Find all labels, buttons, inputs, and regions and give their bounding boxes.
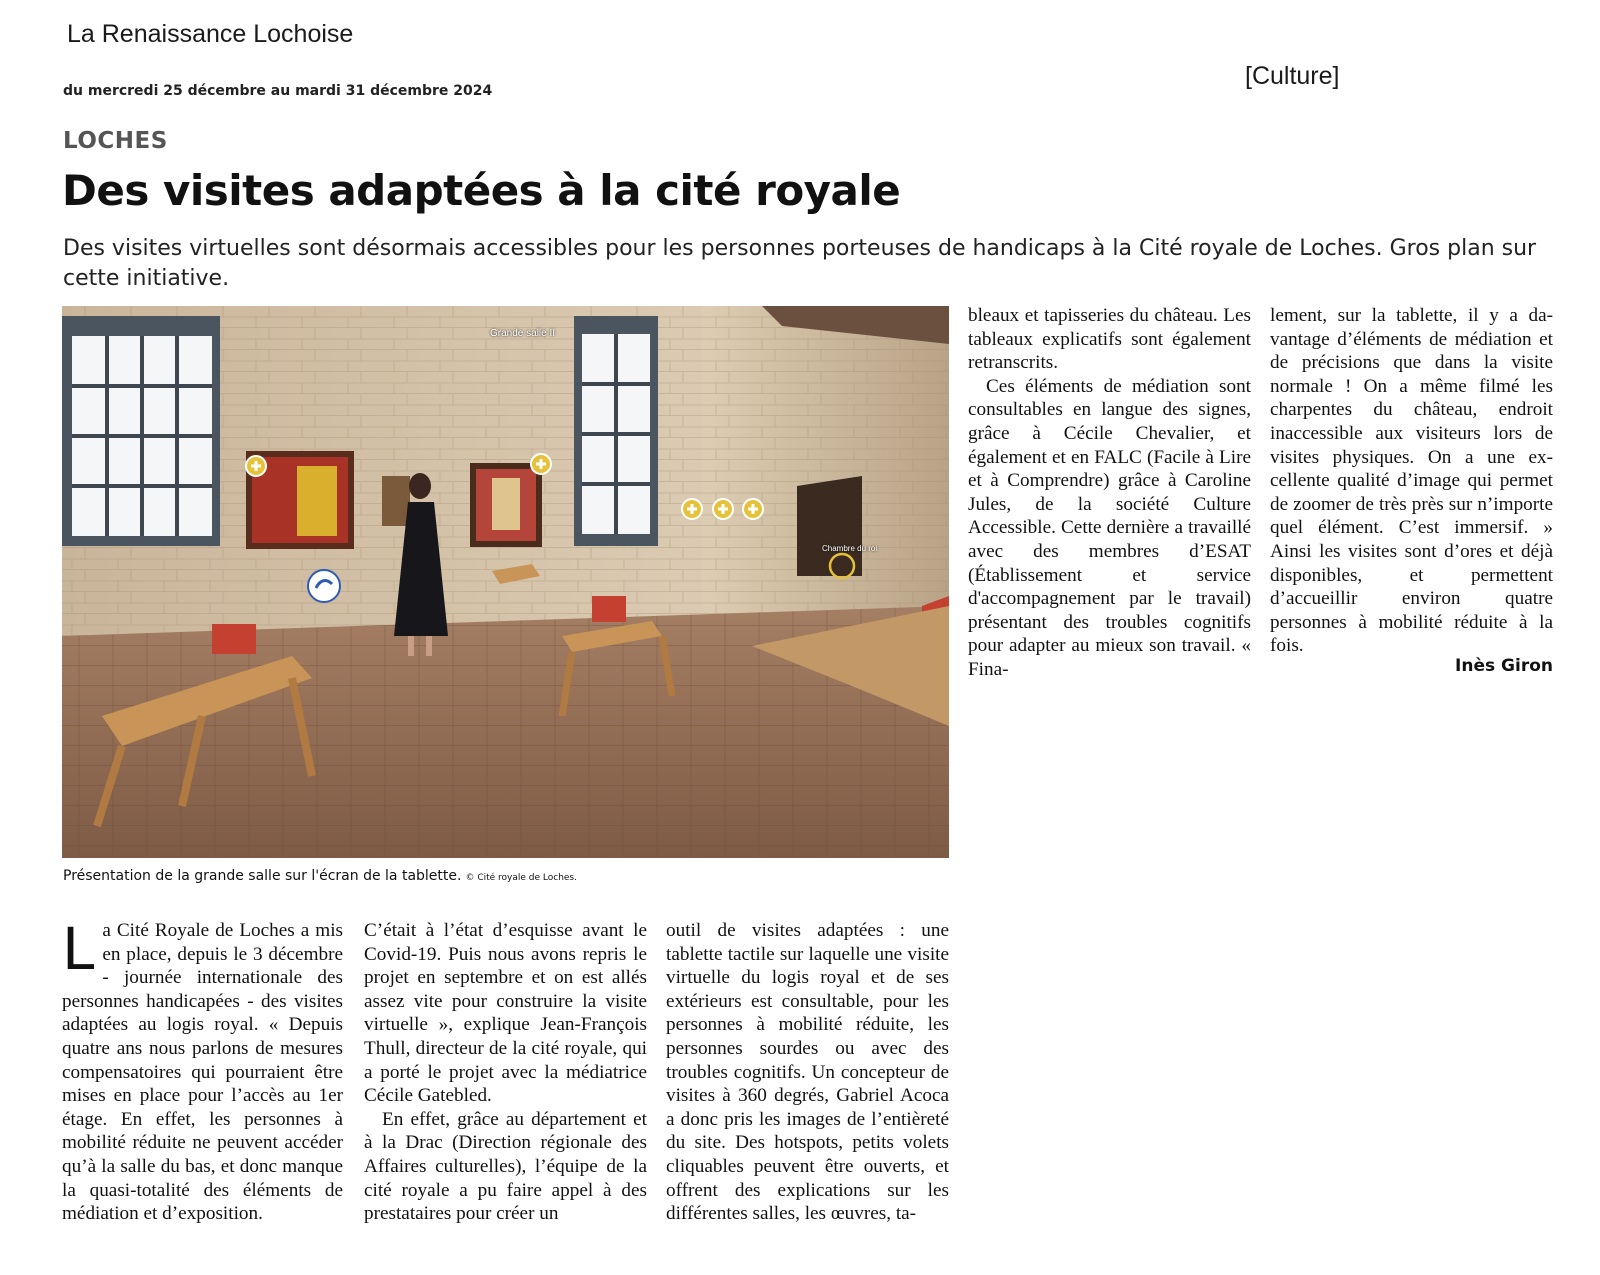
article-photo bbox=[62, 306, 949, 858]
photo-caption-text: Présentation de la grande salle sur l'écran de la tablette. bbox=[63, 868, 462, 884]
article-kicker: LOCHES bbox=[63, 128, 168, 154]
column-1-paragraph: a Cité Royale de Loches a mis en place, depuis le 3 décembre - journée internationale des personnes handicapées - des visites adaptées au logis royal. « Depuis quatre ans nous parlons de mesures compensatoires qui pourraient être mises en place pour l’accès au 1er étage. En effet, les personnes à mobilité réduite ne peuvent accéder qu’à la salle du bas, et donc manque la quasi-totalité des éléments de médiation et d’exposition. bbox=[62, 920, 343, 1225]
drop-cap: L bbox=[62, 915, 95, 983]
photo-caption bbox=[63, 868, 577, 884]
article-standfirst: Des visites virtuelles sont désormais accessibles pour les personnes porteuses de handicaps à la Cité royale de Loches. Gros plan sur cette initiative. bbox=[63, 236, 1537, 291]
photo-room-label: Grande salle II bbox=[490, 328, 556, 339]
column-2-paragraph-1: C’était à l’état d’esquisse avant le Covid-19. Puis nous avons repris le projet en septembre et on est allés assez vite pour construire la visite virtuelle », explique Jean-François Thull, directeur de la cité royale, qui a porté le projet avec la médiatrice Cécile Gatebled. bbox=[364, 920, 647, 1107]
article-column-1 bbox=[62, 915, 343, 1226]
column-2-paragraph-2: En effet, grâce au département et à la Drac (Direction régionale des Affaires culturelles), l’équipe de la cité royale a pu faire appel à des prestataires pour créer un bbox=[364, 1108, 647, 1225]
article-author: Inès Giron bbox=[1455, 656, 1553, 676]
column-4-paragraph-1: bleaux et tapisseries du château. Les tableaux explicatifs sont également retranscrits. bbox=[968, 305, 1251, 374]
article-headline: Des visites adaptées à la cité royale bbox=[62, 166, 901, 215]
column-4-paragraph-2: Ces éléments de médiation sont consultables en langue des signes, grâce à Cécile Chevalier, et également et en FALC (Facile à Lire et à Comprendre) grâce à Caroline Jules, de la société Culture Accessible. Cette dernière a travaillé avec des membres d’ESAT (Établissement et service d'accompagnement par le travail) présentant des troubles cognitifs pour adapter au mieux son travail. « Fina- bbox=[968, 375, 1251, 680]
article-column-5 bbox=[1270, 304, 1553, 658]
column-5-paragraph: lement, sur la tablette, il y a davantage d’éléments de médiation et de précisions que dans la visite normale ! On a même filmé les charpentes du château, endroit inaccessible aux visiteurs lors de visites physiques. On a une excellente qualité d’image qui permet de zoomer de très près sur n’importe quel élément. C’est immersif. » Ainsi les visites sont d’ores et déjà disponibles, et permettent d’accueillir environ quatre personnes à mobilité réduite à la fois. bbox=[1270, 305, 1553, 657]
castle-hall-photo bbox=[62, 306, 949, 858]
article-column-4 bbox=[968, 304, 1251, 682]
article-column-3 bbox=[666, 919, 949, 1226]
photo-hotspot-label: Chambre du roi bbox=[822, 544, 878, 553]
column-3-paragraph: outil de visites adaptées : une tablette tactile sur laquelle une visite virtuelle du logis royal et de ses extérieurs est consultable, pour les personnes à mobilité réduite, les personnes sourdes ou avec des troubles cognitifs. Un concepteur de visites à 360 degrés, Gabriel Acoca a donc pris les images de l’entièreté du site. Des hotspots, petits volets cliquables peuvent être ouverts, et offrent des explications sur les différentes salles, les œuvres, ta- bbox=[666, 920, 949, 1225]
article-column-2 bbox=[364, 919, 647, 1226]
rubric-label: [Culture] bbox=[1245, 62, 1340, 90]
photo-credit: © Cité royale de Loches. bbox=[465, 873, 577, 883]
publication-name: La Renaissance Lochoise bbox=[67, 20, 354, 48]
issue-dates: du mercredi 25 décembre au mardi 31 décembre 2024 bbox=[63, 83, 493, 99]
